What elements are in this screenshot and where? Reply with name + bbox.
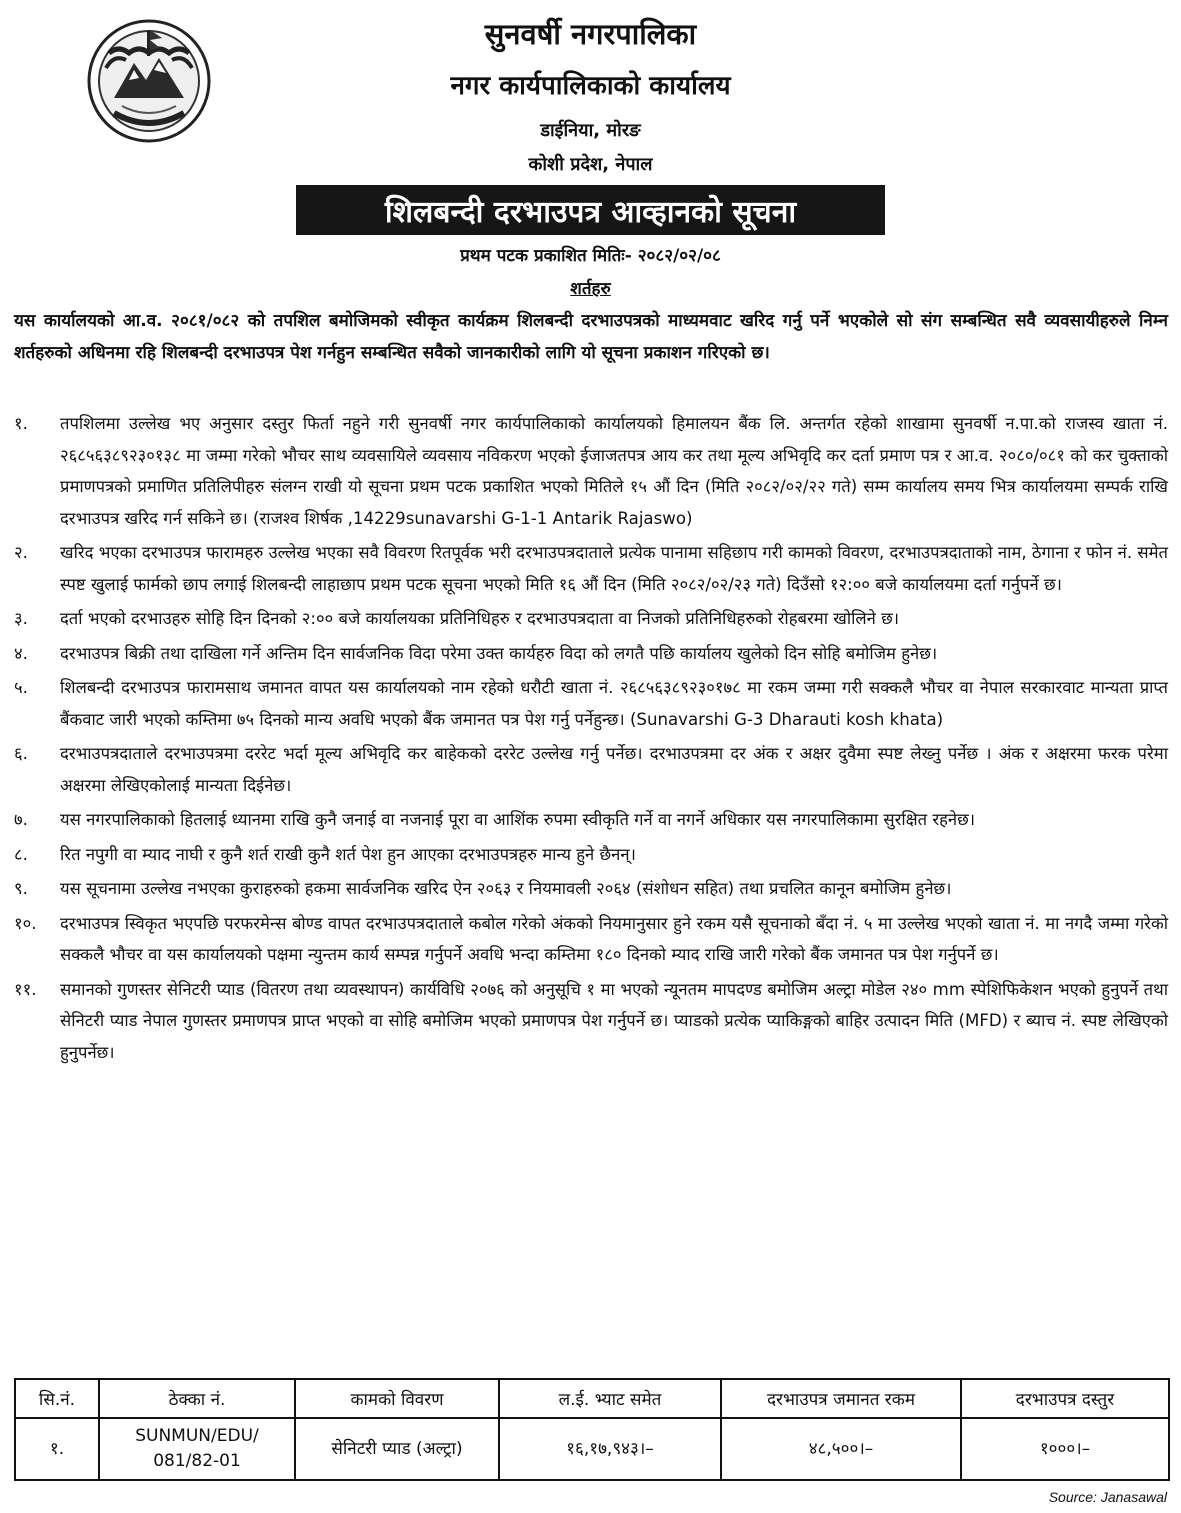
intro-paragraph: यस कार्यालयको आ.व. २०८१/०८२ को तपशिल बमोजिमको स्वीकृत कार्यक्रम शिलबन्दी दरभाउपत्रको माध्यमवाट खरिद गर्नु पर्ने भएकोले सो संग सम्बन्धित सवै व्यवसायीहरुले निम्न शर्तहरुको अधिनमा रहि शिलबन्दी दरभाउपत्र पेश गर्नहुन सम्बन्धित सवैको जानकारीको लागि यो सूचना प्रकाशन गरिएको छ। bbox=[14, 311, 1168, 363]
term-number: ३. bbox=[14, 609, 28, 628]
term-item bbox=[14, 974, 1168, 1069]
term-item bbox=[14, 672, 1168, 735]
term-item bbox=[14, 908, 1168, 971]
term-text: दर्ता भएको दरभाउहरु सोहि दिन दिनको २:०० बजे कार्यालयका प्रतिनिधिहरु र दरभाउपत्रदाता वा निजको प्रतिनिधिहरुको रोहबरमा खोलिने छ। bbox=[60, 609, 900, 628]
term-text: रित नपुगी वा म्याद नाघी र कुनै शर्त राखी कुनै शर्त पेश हुन आएका दरभाउपत्रहरु मान्य हुने छैनन्। bbox=[60, 844, 636, 864]
terms-list bbox=[14, 408, 1168, 1071]
term-number: २. bbox=[14, 543, 28, 562]
term-number: ८. bbox=[14, 844, 28, 864]
column-header-bid-security: दरभाउपत्र जमानत रकम bbox=[721, 1379, 961, 1418]
contract-no-line-2: 081/82-01 bbox=[153, 1451, 241, 1471]
notice-title-banner: शिलबन्दी दरभाउपत्र आव्हानको सूचना bbox=[296, 185, 885, 235]
terms-heading: शर्तहरु bbox=[570, 279, 611, 299]
term-item bbox=[14, 873, 1168, 905]
cell-bid-security: ४८,५००।– bbox=[721, 1418, 961, 1480]
term-text: दरभाउपत्र स्विकृत भएपछि परफरमेन्स बोण्ड वापत दरभाउपत्रदाताले कबोल गरेको अंकको नियमानुसार हुने रकम यसै सूचनाको बँदा नं. ५ मा उल्लेख भएको खाता नं. मा नगदै जम्मा गरेको सक्कलै भौचर वा यस कार्यालयको पक्षमा न्युन्तम कार्य सम्पन्न गर्नुपर्ने अवधि भन्दा कम्तिमा १८० दिनको म्याद राखि जारी गरेको बैंक जमानत पत्र पेश गर्नुपर्ने छ। bbox=[60, 913, 1168, 964]
column-header-estimate: ल.ई. भ्याट समेत bbox=[499, 1379, 721, 1418]
term-item bbox=[14, 738, 1168, 801]
term-item bbox=[14, 537, 1168, 600]
term-text: तपशिलमा उल्लेख भए अनुसार दस्तुर फिर्ता नहुने गरी सुनवर्षी नगर कार्यपालिकाको कार्यालयको हिमालयन बैंक लि. अन्तर्गत रहेको शाखामा सुनवर्षी न.पा.को राजस्व खाता नं. २६८५६३८९२३०१३८ मा जम्मा गरेको भौचर साथ व्यवसायिले व्यवसाय नविकरण भएको ईजाजतपत्र आय कर तथा मूल्य अभिवृदि कर दर्ता प्रमाण पत्र र आ.व. २०८०/०८१ को कर चुक्ताको प्रमाणपत्रको प्रमाणित प्रतिलिपीहरु संलग्न राखी यो सूचना प्रथम पटक प्रकाशित भएको मितिले १५ औं दिन (मिति २०८२/०२/२२ गते) सम्म कार्यालय समय भित्र कार्यालयमा सम्पर्क राखि दरभाउपत्र खरिद गर्न सकिने छ। (राजश्व शिर्षक ,14229sunavarshi G-1-1 Antarik Rajaswo) bbox=[60, 414, 1168, 528]
contract-no-line-1: SUNMUN/EDU/ bbox=[135, 1426, 259, 1446]
table-row bbox=[15, 1418, 1169, 1480]
term-text: समानको गुणस्तर सेनिटरी प्याड (वितरण तथा व्यवस्थापन) कार्यविधि २०७६ को अनुसूचि १ मा भएको न्यूनतम मापदण्ड बमोजिम अल्ट्रा मोडेल २४० mm स्पेशिफिकेशन भएको हुनुपर्ने तथा सेनिटरी प्याड नेपाल गुणस्तर प्रमाणपत्र प्राप्त भएको वा सोहि बमोजिम भएको प्रमाणपत्र पेश गर्नुपर्ने छ। प्याडको प्रत्येक प्याकिङ्गको बाहिर उत्पादन मिति (MFD) र ब्याच नं. स्पष्ट लेखिएको हुनुपर्नेछ। bbox=[60, 979, 1168, 1062]
term-text: खरिद भएका दरभाउपत्र फारामहरु उल्लेख भएका सवै विवरण रितपूर्वक भरी दरभाउपत्रदाताले प्रत्येक पानामा सहिछाप गरी कामको विवरण, दरभाउपत्रदाताको नाम, ठेगाना र फोन नं. समेत स्पष्ट खुलाई फार्मको छाप लगाई शिलबन्दी लाहाछाप प्रथम पटक सूचना भएको मिति १६ औं दिन (मिति २०८२/०२/२३ गते) दिउँसो १२:०० बजे कार्यालयमा दर्ता गर्नुपर्ने छ। bbox=[60, 543, 1168, 594]
cell-contract-no bbox=[99, 1418, 295, 1480]
address-line-1: डाईनिया, मोरङ bbox=[540, 120, 641, 141]
published-date: प्रथम पटक प्रकाशित मितिः- २०८२/०२/०८ bbox=[460, 246, 721, 266]
term-item bbox=[14, 804, 1168, 836]
term-item bbox=[14, 408, 1168, 534]
term-number: ११. bbox=[14, 979, 37, 999]
office-name: नगर कार्यपालिकाको कार्यालय bbox=[450, 71, 731, 101]
term-item bbox=[14, 839, 1168, 871]
source-credit: Source: Janasawal bbox=[1048, 1489, 1167, 1505]
tender-table bbox=[14, 1378, 1170, 1481]
term-text: यस नगरपालिकाको हितलाई ध्यानमा राखि कुनै जनाई वा नजनाई पूरा वा आशिंक रुपमा स्वीकृति गर्ने वा नगर्ने अधिकार यस नगरपालिकामा सुरक्षित रहनेछ। bbox=[60, 810, 976, 829]
term-text: शिलबन्दी दरभाउपत्र फारामसाथ जमानत वापत यस कार्यालयको नाम रहेको धरौटी खाता नं. २६८५६३८९२३०१७८ मा रकम जम्मा गरी सक्कलै भौचर वा नेपाल सरकारवाट मान्यता प्राप्त बैंकवाट जारी भएको कम्तिमा ७५ दिनको मान्य अवधि भएको बैंक जमानत पत्र पेश गर्नु पर्नेहुन्छ। (Sunavarshi G-3 Dharauti kosh khata) bbox=[60, 678, 1168, 729]
term-number: १०. bbox=[14, 913, 37, 933]
column-header-fee: दरभाउपत्र दस्तुर bbox=[961, 1379, 1169, 1418]
term-number: १. bbox=[14, 414, 28, 433]
address-line-2: कोशी प्रदेश, नेपाल bbox=[528, 154, 653, 175]
term-number: ५. bbox=[14, 678, 28, 697]
cell-serial: १. bbox=[15, 1418, 99, 1480]
term-item bbox=[14, 638, 1168, 670]
term-number: ९. bbox=[14, 879, 28, 898]
column-header-description: कामको विवरण bbox=[295, 1379, 499, 1418]
term-number: ४. bbox=[14, 643, 28, 663]
term-number: ६. bbox=[14, 744, 28, 763]
term-text: यस सूचनामा उल्लेख नभएका कुराहरुको हकमा सार्वजनिक खरिद ऐन २०६३ र नियमावली २०६४ (संशोधन सहित) तथा प्रचलित कानून बमोजिम हुनेछ। bbox=[60, 879, 952, 898]
cell-description: सेनिटरी प्याड (अल्ट्रा) bbox=[295, 1418, 499, 1480]
column-header-serial: सि.नं. bbox=[15, 1379, 99, 1418]
column-header-contract-no: ठेक्का नं. bbox=[99, 1379, 295, 1418]
term-text: दरभाउपत्रदाताले दरभाउपत्रमा दररेट भर्दा मूल्य अभिवृदि कर बाहेकको दररेट उल्लेख गर्नु पर्नेछ। दरभाउपत्रमा दर अंक र अक्षर दुवैमा स्पष्ट लेख्नु पर्नेछ । अंक र अक्षरमा फरक परेमा अक्षरमा लेखिएकोलाई मान्यता दिईनेछ। bbox=[60, 744, 1168, 795]
cell-estimate: १६,१७,९४३।– bbox=[499, 1418, 721, 1480]
cell-fee: १०००।– bbox=[961, 1418, 1169, 1480]
term-number: ७. bbox=[14, 810, 28, 829]
municipality-name: सुनवर्षी नगरपालिका bbox=[484, 17, 697, 51]
table-header-row bbox=[15, 1379, 1169, 1418]
term-item bbox=[14, 603, 1168, 635]
term-text: दरभाउपत्र बिक्री तथा दाखिला गर्ने अन्तिम दिन सार्वजनिक विदा परेमा उक्त कार्यहरु विदा को लगतै पछि कार्यालय खुलेको दिन सोहि बमोजिम हुनेछ। bbox=[60, 643, 938, 663]
